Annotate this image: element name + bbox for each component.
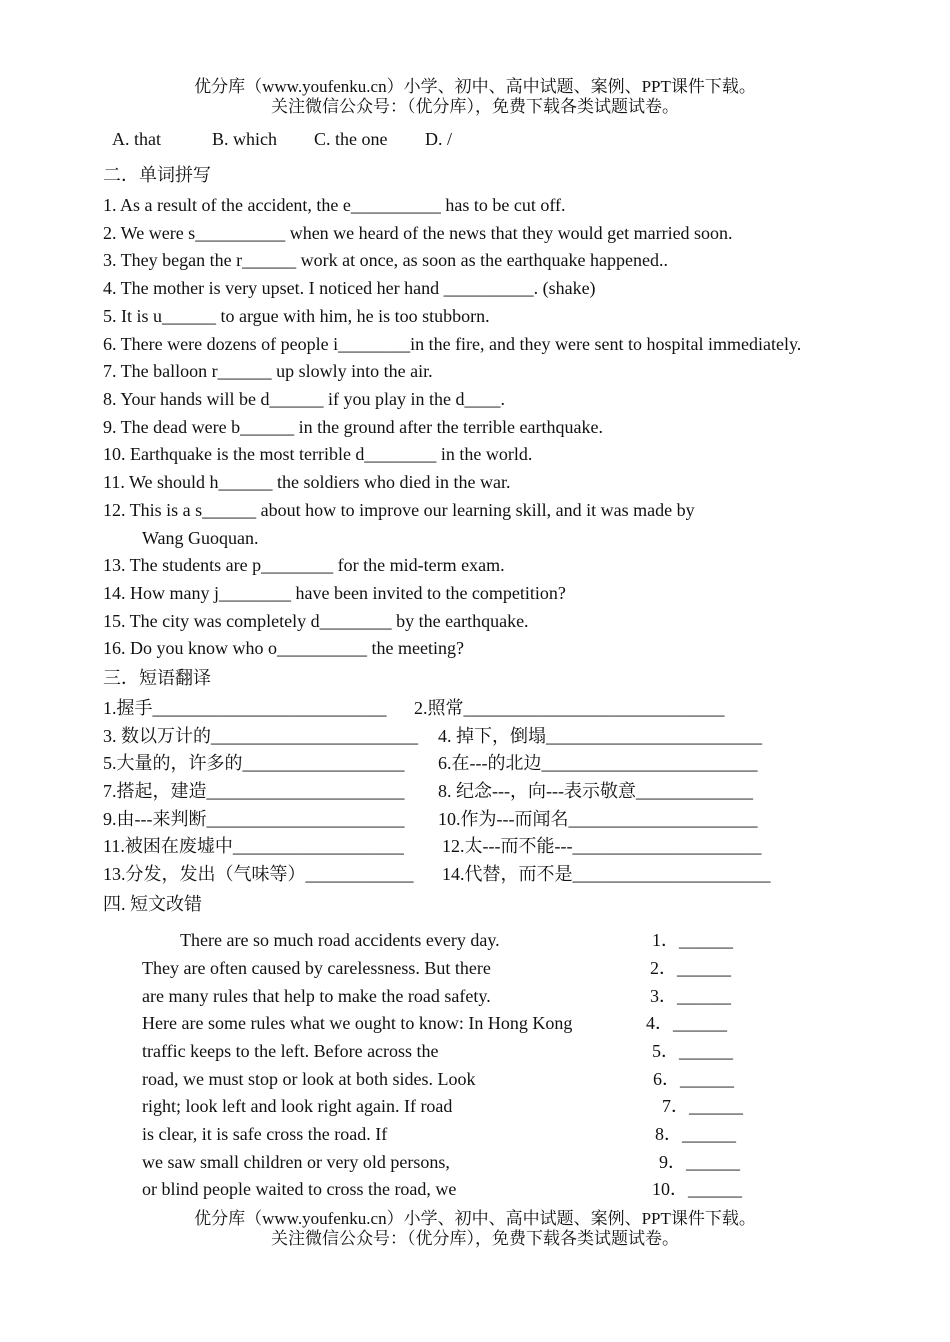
question-item: 12. This is a s______ about how to improve our learning skill, and it was made by [103,500,695,520]
question-item: 9. The dead were b______ in the ground after the terrible earthquake. [103,417,603,437]
question-item: 3. They began the r______ work at once, as soon as the earthquake happened.. [103,250,668,270]
option-a: A. that [112,129,161,149]
passage-line: They are often caused by carelessness. But there [142,958,491,978]
option-c: C. the one [314,129,388,149]
question-item: 5. It is u______ to argue with him, he is too stubborn. [103,306,490,326]
option-b: B. which [212,129,277,149]
question-item: 14. How many j________ have been invited to the competition? [103,583,566,603]
phrase-item: 5.大量的，许多的__________________ [103,753,405,773]
header-line-2: 关注微信公众号：（优分库），免费下载各类试题试卷。 [271,97,679,116]
section-title: 四. 短文改错 [103,894,202,914]
phrase-item: 3. 数以万计的_______________________ [103,726,418,746]
passage-line: we saw small children or very old persons, [142,1152,450,1172]
page-header [0,77,950,117]
phrase-item: 6.在---的北边________________________ [438,753,758,773]
page-footer [0,1209,950,1249]
question-item: 16. Do you know who o__________ the meeting? [103,638,464,658]
question-item: 1. As a result of the accident, the e__________ has to be cut off. [103,195,566,215]
phrase-item: 4. 掉下，倒塌________________________ [438,726,762,746]
phrase-item: 8. 纪念---，向---表示敬意_____________ [438,781,753,801]
section-title: 三．短语翻译 [103,668,211,688]
question-item: 10. Earthquake is the most terrible d________ in the world. [103,444,533,464]
passage-line: Here are some rules what we ought to know: In Hong Kong [142,1013,573,1033]
header-line-1: 优分库（www.youfenku.cn）小学、初中、高中试题、案例、PPT课件下载。 [194,77,756,96]
option-d: D. / [425,129,452,149]
question-item: 8. Your hands will be d______ if you play in the d____. [103,389,505,409]
question-item: 2. We were s__________ when we heard of the news that they would get married soon. [103,223,733,243]
passage-line: There are so much road accidents every day. [180,930,500,950]
phrase-item: 7.搭起，建造______________________ [103,781,405,801]
answer-blank: 5．______ [652,1041,733,1061]
answer-blank: 6．______ [653,1069,734,1089]
question-item: 7. The balloon r______ up slowly into the air. [103,361,433,381]
phrase-item: 13.分发，发出（气味等）____________ [103,864,414,884]
question-item: 4. The mother is very upset. I noticed her hand __________. (shake) [103,278,596,298]
answer-blank: 7．______ [662,1096,743,1116]
question-item: 11. We should h______ the soldiers who died in the war. [103,472,511,492]
section-title: 二．单词拼写 [103,165,211,185]
question-item: 15. The city was completely d________ by the earthquake. [103,611,529,631]
phrase-item: 12.太---而不能---_____________________ [442,836,762,856]
passage-line: road, we must stop or look at both sides. Look [142,1069,476,1089]
phrase-item: 14.代替，而不是______________________ [442,864,771,884]
phrase-item: 1.握手__________________________ [103,698,387,718]
passage-line: or blind people waited to cross the road, we [142,1179,457,1199]
passage-line: is clear, it is safe cross the road. If [142,1124,388,1144]
answer-blank: 9．______ [659,1152,740,1172]
answer-blank: 3．______ [650,986,731,1006]
question-item: 13. The students are p________ for the mid-term exam. [103,555,505,575]
question-item-continued: Wang Guoquan. [142,528,259,548]
passage-line: traffic keeps to the left. Before across the [142,1041,439,1061]
answer-blank: 10．______ [652,1179,742,1199]
answer-blank: 4．______ [646,1013,727,1033]
phrase-item: 2.照常_____________________________ [414,698,725,718]
phrase-item: 11.被困在废墟中___________________ [103,836,404,856]
answer-blank: 2．______ [650,958,731,978]
phrase-item: 9.由---来判断______________________ [103,809,405,829]
question-item: 6. There were dozens of people i________in the fire, and they were sent to hospital immediately. [103,334,802,354]
footer-line-1: 优分库（www.youfenku.cn）小学、初中、高中试题、案例、PPT课件下载。 [194,1209,756,1228]
answer-blank: 1．______ [652,930,733,950]
phrase-item: 10.作为---而闻名_____________________ [438,809,758,829]
footer-line-2: 关注微信公众号：（优分库），免费下载各类试题试卷。 [271,1229,679,1248]
answer-blank: 8．______ [655,1124,736,1144]
passage-line: right; look left and look right again. If road [142,1096,453,1116]
passage-line: are many rules that help to make the road safety. [142,986,491,1006]
